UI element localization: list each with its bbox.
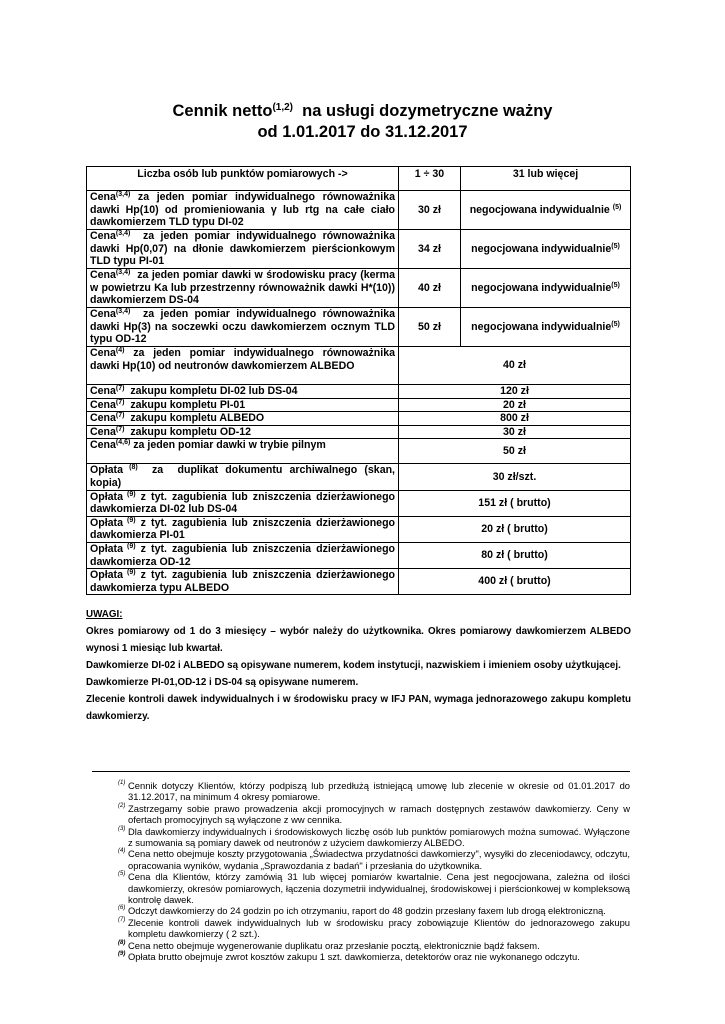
price-small-group: 30 zł — [399, 191, 461, 230]
price-value: 20 zł — [399, 398, 631, 412]
table-header-row — [87, 167, 631, 191]
footnote-text: Odczyt dawkomierzy do 24 godzin po ich otrzymaniu, raport do 48 godzin przesłany faxem lub drogą elektroniczną. — [128, 905, 606, 917]
price-value: 30 zł/szt. — [399, 464, 631, 490]
item-description: Cena$^{(3,4)}$ za jeden pomiar indywidualnego równoważnika dawki Hp(3) na soczewki oczu dawkomierzem ocznym TLD typu OD-12 — [87, 308, 399, 347]
footnote-mark: (5) — [611, 242, 620, 250]
footnote-mark: (4,6) — [115, 439, 131, 447]
table-row — [87, 516, 631, 542]
footnote-text: Cennik dotyczy Klientów, którzy podpiszą lub przedłużą istniejącą umowę lub zlecenie w okresie od 01.01.2017 do 31.12.2017, na minimum 4 okresy pomiarowe. — [128, 780, 630, 803]
footnote-mark: (3,4) — [115, 230, 131, 237]
footnote-text: Cena netto obejmuje wygenerowanie duplikatu oraz przesłanie pocztą, elektronicznie bądź faksem. — [128, 939, 540, 951]
footnote-number: (5) — [118, 871, 126, 878]
table-row — [87, 490, 631, 516]
footnote-text: Cena netto obejmuje koszty przygotowania „Świadectwa przydatności dawkomierzy", wysyłki do zleceniodawcy, odczytu, opracowania wyników, wydania „Sprawozdania z badań" i przesłania do użytkownika. — [128, 848, 630, 871]
item-description: Opłata $^{(9)}$ z tyt. zagubienia lub zniszczenia dzierżawionego dawkomierza PI-01 — [87, 516, 399, 542]
item-description: Opłata $^{(9)}$ z tyt. zagubienia lub zniszczenia dzierżawionego dawkomierza typu ALBEDO — [87, 569, 399, 595]
note-item: Zlecenie kontroli dawek indywidualnych i w środowisku pracy w IFJ PAN, wymaga jednorazowego zakupu kompletu dawkomierzy. — [86, 694, 631, 722]
price-large-group: negocjowana indywidualnie$^{(5)}$ — [461, 308, 631, 347]
footnote-item — [118, 803, 630, 826]
footnote-item — [118, 917, 630, 940]
notes-section — [86, 606, 631, 725]
footnote-number: (9) — [118, 951, 126, 958]
footnote-number: (2) — [118, 802, 126, 809]
footnote-number: (1) — [118, 780, 126, 786]
footnote-mark: (9) — [122, 490, 136, 498]
item-description: Cena$^{(7)}$ zakupu kompletu PI-01 — [87, 398, 399, 412]
item-description: Cena$^{(7)}$ zakupu kompletu ALBEDO — [87, 412, 399, 426]
price-small-group: 40 zł — [399, 269, 461, 308]
footnote-item — [118, 848, 630, 871]
title-footnote-mark: (1,2) — [272, 102, 293, 113]
price-large-group: negocjowana indywidualnie$^{(5)}$ — [461, 230, 631, 269]
footnote-mark: (3,4) — [115, 308, 131, 315]
footnote-mark: (7) — [115, 385, 125, 392]
footnote-text: Zlecenie kontroli dawek indywidualnych lub w środowisku pracy zobowiązuje Klientów do jednorazowego zakupu kompletu dawkomierzy ( 2 szt.). — [128, 916, 630, 940]
document-title — [0, 101, 725, 143]
table-row — [87, 398, 631, 412]
table-row — [87, 230, 631, 269]
table-row — [87, 542, 631, 568]
footnote-text: Cena dla Klientów, którzy zamówią 31 lub więcej pomiarów kwartalnie. Cena jest negocjowana, zależna od ilości dawkomierzy, okresów pomiarowych, łączenia dozymetrii indywidualnej, środowiskowej i pierścionkowej w kompleksową kontrolę dawek. — [128, 871, 630, 906]
table-row — [87, 269, 631, 308]
footnote-mark: (5) — [611, 320, 620, 328]
note-item: Okres pomiarowy od 1 do 3 miesięcy – wybór należy do użytkownika. Okres pomiarowy dawkomierzem ALBEDO wynosi 1 miesiąc lub kwartał. — [86, 626, 631, 654]
footnote-mark: (3,4) — [115, 191, 131, 198]
footnote-mark: (9) — [122, 542, 136, 550]
footnote-text: Opłata brutto obejmuje zwrot kosztów zakupu 1 szt. dawkomierza, detektorów oraz nie wykonanego odczytu. — [128, 951, 580, 963]
price-value: 50 zł — [399, 439, 631, 464]
item-description: Cena$^{(3,4)}$ za jeden pomiar indywidualnego równoważnika dawki Hp(10) od promieniowania γ lub rtg na całe ciało dawkomierzem TLD typu DI-02 — [87, 191, 399, 230]
item-description: Cena$^{(7)}$ zakupu kompletu OD-12 — [87, 425, 399, 439]
footnote-mark: (7) — [115, 398, 125, 406]
item-description: Opłata $^{(9)}$ z tyt. zagubienia lub zniszczenia dzierżawionego dawkomierza DI-02 lub DS-04 — [87, 490, 399, 516]
title-line-1: Cennik netto$^{(1,2)}$ na usługi dozymetryczne ważny — [172, 102, 553, 120]
footnote-item — [118, 826, 630, 849]
footnote-item — [118, 905, 630, 916]
notes-heading: UWAGI: — [86, 609, 123, 620]
footnote-divider — [92, 771, 630, 772]
item-description: Cena$^{(3,4)}$ za jeden pomiar indywidualnego równoważnika dawki Hp(0,07) na dłonie dawkomierzem pierścionkowym TLD typu PI-01 — [87, 230, 399, 269]
item-description: Opłata $^{(9)}$ z tyt. zagubienia lub zniszczenia dzierżawionego dawkomierza OD-12 — [87, 542, 399, 568]
footnote-mark: (8) — [122, 464, 138, 472]
table-row — [87, 464, 631, 490]
price-value: 800 zł — [399, 412, 631, 426]
price-value: 80 zł ( brutto) — [399, 542, 631, 568]
footnote-number: (8) — [118, 939, 126, 946]
table-row — [87, 439, 631, 464]
footnote-number: (3) — [118, 825, 126, 832]
item-description: Cena$^{(4)}$ za jeden pomiar indywidualnego równoważnika dawki Hp(10) od neutronów dawkomierzem ALBEDO — [87, 347, 399, 385]
footnote-mark: (9) — [122, 516, 136, 524]
note-item: Dawkomierze PI-01,OD-12 i DS-04 są opisywane numerem. — [86, 677, 359, 688]
price-small-group: 50 zł — [399, 308, 461, 347]
footnote-number: (6) — [118, 905, 126, 912]
footnote-item — [118, 871, 630, 905]
footnote-number: (4) — [118, 848, 126, 855]
price-value: 20 zł ( brutto) — [399, 516, 631, 542]
footnote-mark: (7) — [115, 425, 125, 433]
header-col-large: 31 lub więcej — [461, 167, 631, 191]
table-row — [87, 308, 631, 347]
footnote-mark: (5) — [611, 281, 620, 289]
price-table — [86, 166, 631, 595]
footnotes — [118, 780, 630, 963]
price-value: 120 zł — [399, 385, 631, 399]
table-row — [87, 191, 631, 230]
footnote-number: (7) — [118, 916, 126, 923]
table-row — [87, 347, 631, 385]
footnote-item — [118, 951, 630, 962]
table-row — [87, 385, 631, 399]
note-item: Dawkomierze DI-02 i ALBEDO są opisywane numerem, kodem instytucji, nazwiskiem i imieniem osoby użytkującej. — [86, 660, 621, 671]
footnote-item — [118, 780, 630, 803]
footnote-item — [118, 940, 630, 951]
price-value: 40 zł — [399, 347, 631, 385]
header-col-small: 1 ÷ 30 — [399, 167, 461, 191]
item-description: Cena$^{(3,4)}$ za jeden pomiar dawki w środowisku pracy (kerma w powietrzu Ka lub przestrzenny równoważnik dawki H*(10)) dawkomierzem DS-04 — [87, 269, 399, 308]
footnote-mark: (4) — [115, 347, 125, 354]
table-row — [87, 425, 631, 439]
price-small-group: 34 zł — [399, 230, 461, 269]
price-value: 400 zł ( brutto) — [399, 569, 631, 595]
table-row — [87, 412, 631, 426]
table-row — [87, 569, 631, 595]
title-line-2: od 1.01.2017 do 31.12.2017 — [257, 123, 468, 141]
price-large-group: negocjowana indywidualnie $^{(5)}$ — [461, 191, 631, 230]
item-description: Opłata $^{(8)}$ za duplikat dokumentu archiwalnego (skan, kopia) — [87, 464, 399, 490]
footnote-mark: (9) — [122, 569, 136, 577]
price-large-group: negocjowana indywidualnie$^{(5)}$ — [461, 269, 631, 308]
item-description: Cena$^{(4,6)}$ za jeden pomiar dawki w trybie pilnym — [87, 439, 399, 464]
footnote-text: Zastrzegamy sobie prawo prowadzenia akcji promocyjnych w ramach dostępnych zestawów dawkomierzy. Ceny w ofertach promocyjnych są wyłączone z ww cennika. — [128, 802, 630, 826]
price-value: 30 zł — [399, 425, 631, 439]
footnote-mark: (3,4) — [115, 269, 131, 276]
footnote-mark: (5) — [612, 203, 622, 211]
price-value: 151 zł ( brutto) — [399, 490, 631, 516]
footnote-text: Dla dawkomierzy indywidualnych i środowiskowych liczbę osób lub punktów pomiarowych można sumować. Wyłączone z sumowania są pomiary dawek od neutronów z użyciem dawkomierzy ALBEDO. — [128, 825, 630, 849]
footnote-mark: (7) — [115, 412, 125, 420]
item-description: Cena$^{(7)}$ zakupu kompletu DI-02 lub DS-04 — [87, 385, 399, 399]
header-col-count: Liczba osób lub punktów pomiarowych -> — [87, 167, 399, 191]
